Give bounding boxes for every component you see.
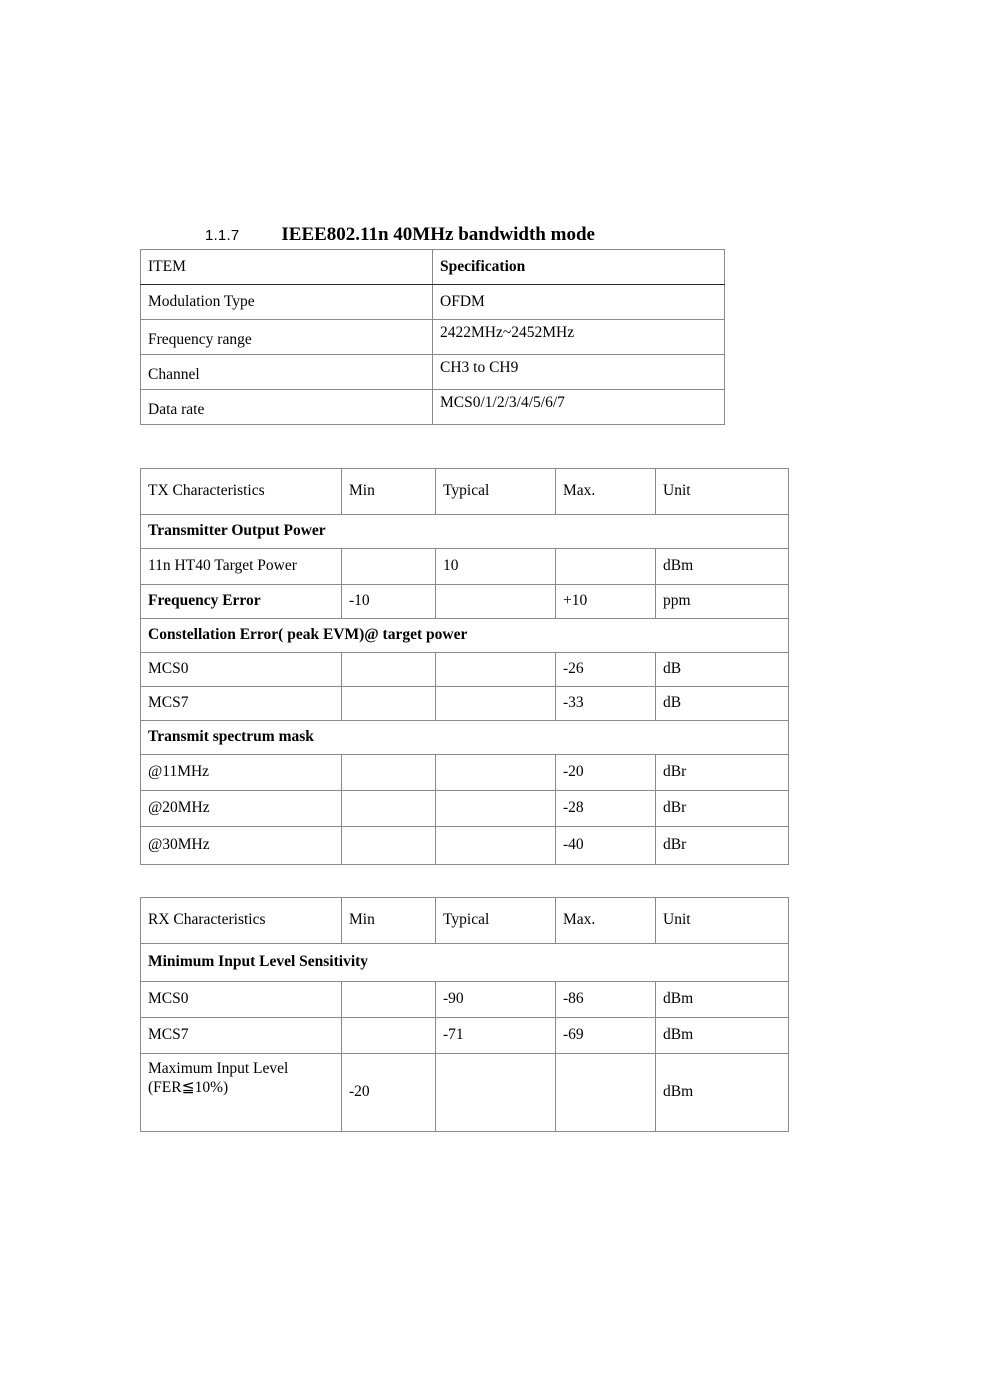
cell-item-label: Modulation Type — [141, 285, 433, 320]
header-cell-characteristics: TX Characteristics — [141, 469, 342, 515]
cell-max — [556, 549, 656, 585]
cell-unit: dBm — [656, 1018, 789, 1054]
section-title: Minimum Input Level Sensitivity — [141, 944, 789, 982]
cell-max: -20 — [556, 755, 656, 791]
cell-typical: -71 — [436, 1018, 556, 1054]
row-label: MCS0 — [141, 653, 342, 687]
table-row — [141, 390, 725, 425]
header-cell-characteristics: RX Characteristics — [141, 898, 342, 944]
table-row — [141, 355, 725, 390]
table-row — [141, 791, 789, 827]
section-row — [141, 721, 789, 755]
cell-typical — [436, 827, 556, 865]
row-label: 11n HT40 Target Power — [141, 549, 342, 585]
section-title: Transmitter Output Power — [141, 515, 789, 549]
row-label-multiline — [141, 1054, 342, 1132]
row-label: @20MHz — [141, 791, 342, 827]
cell-max: -26 — [556, 653, 656, 687]
table-row — [141, 982, 789, 1018]
cell-max — [556, 1054, 656, 1132]
cell-min — [342, 982, 436, 1018]
row-label: Frequency Error — [141, 585, 342, 619]
section-number: 1.1.7 — [205, 227, 240, 244]
cell-item-value: OFDM — [433, 285, 725, 320]
cell-min — [342, 791, 436, 827]
table-row — [141, 585, 789, 619]
table-row — [141, 687, 789, 721]
rx-characteristics-table — [140, 897, 789, 1132]
cell-item-label: Frequency range — [141, 320, 433, 355]
cell-max: -86 — [556, 982, 656, 1018]
row-label: MCS7 — [141, 1018, 342, 1054]
cell-unit: dBm — [656, 982, 789, 1018]
header-cell-min: Min — [342, 898, 436, 944]
section-row — [141, 515, 789, 549]
section-row — [141, 944, 789, 982]
header-cell-item: ITEM — [141, 250, 433, 285]
cell-typical: 10 — [436, 549, 556, 585]
cell-typical — [436, 791, 556, 827]
cell-min — [342, 1018, 436, 1054]
row-label-line2: (FER≦10%) — [148, 1078, 229, 1096]
table-row — [141, 653, 789, 687]
section-title: Constellation Error( peak EVM)@ target power — [141, 619, 789, 653]
header-cell-typical: Typical — [436, 469, 556, 515]
section-title: Transmit spectrum mask — [141, 721, 789, 755]
cell-unit: dB — [656, 653, 789, 687]
section-row — [141, 619, 789, 653]
cell-unit: dBm — [656, 1054, 789, 1132]
cell-unit: ppm — [656, 585, 789, 619]
table-row — [141, 755, 789, 791]
table-header-row — [141, 898, 789, 944]
cell-unit: dBr — [656, 827, 789, 865]
cell-unit: dBr — [656, 755, 789, 791]
cell-typical — [436, 1054, 556, 1132]
cell-max: -28 — [556, 791, 656, 827]
cell-max: -33 — [556, 687, 656, 721]
cell-typical — [436, 755, 556, 791]
header-cell-min: Min — [342, 469, 436, 515]
cell-max: -40 — [556, 827, 656, 865]
cell-min — [342, 755, 436, 791]
row-label: MCS0 — [141, 982, 342, 1018]
header-cell-max: Max. — [556, 469, 656, 515]
cell-typical: -90 — [436, 982, 556, 1018]
cell-max: -69 — [556, 1018, 656, 1054]
cell-max: +10 — [556, 585, 656, 619]
row-label-line1: Maximum Input Level — [148, 1060, 289, 1077]
cell-min — [342, 827, 436, 865]
header-cell-specification: Specification — [433, 250, 725, 285]
table-row — [141, 1018, 789, 1054]
cell-typical — [436, 585, 556, 619]
table-header-row — [141, 469, 789, 515]
header-cell-max: Max. — [556, 898, 656, 944]
header-cell-unit: Unit — [656, 469, 789, 515]
specification-table — [140, 249, 725, 425]
table-row — [141, 285, 725, 320]
cell-min — [342, 687, 436, 721]
cell-item-value: CH3 to CH9 — [433, 355, 725, 390]
table-row — [141, 549, 789, 585]
cell-item-value: MCS0/1/2/3/4/5/6/7 — [433, 390, 725, 425]
table-row — [141, 827, 789, 865]
header-cell-typical: Typical — [436, 898, 556, 944]
table-row — [141, 320, 725, 355]
cell-unit: dB — [656, 687, 789, 721]
cell-unit: dBm — [656, 549, 789, 585]
cell-typical — [436, 653, 556, 687]
cell-typical — [436, 687, 556, 721]
cell-item-value: 2422MHz~2452MHz — [433, 320, 725, 355]
cell-item-label: Channel — [141, 355, 433, 390]
cell-item-label: Data rate — [141, 390, 433, 425]
cell-unit: dBr — [656, 791, 789, 827]
table-row — [141, 1054, 789, 1132]
header-cell-unit: Unit — [656, 898, 789, 944]
row-label: MCS7 — [141, 687, 342, 721]
cell-min — [342, 549, 436, 585]
table-header-row — [141, 250, 725, 285]
section-heading — [140, 224, 790, 250]
page-title: IEEE802.11n 40MHz bandwidth mode — [281, 224, 595, 245]
cell-min: -20 — [342, 1054, 436, 1132]
tx-characteristics-table — [140, 468, 789, 865]
row-label: @11MHz — [141, 755, 342, 791]
cell-min: -10 — [342, 585, 436, 619]
row-label: @30MHz — [141, 827, 342, 865]
cell-min — [342, 653, 436, 687]
